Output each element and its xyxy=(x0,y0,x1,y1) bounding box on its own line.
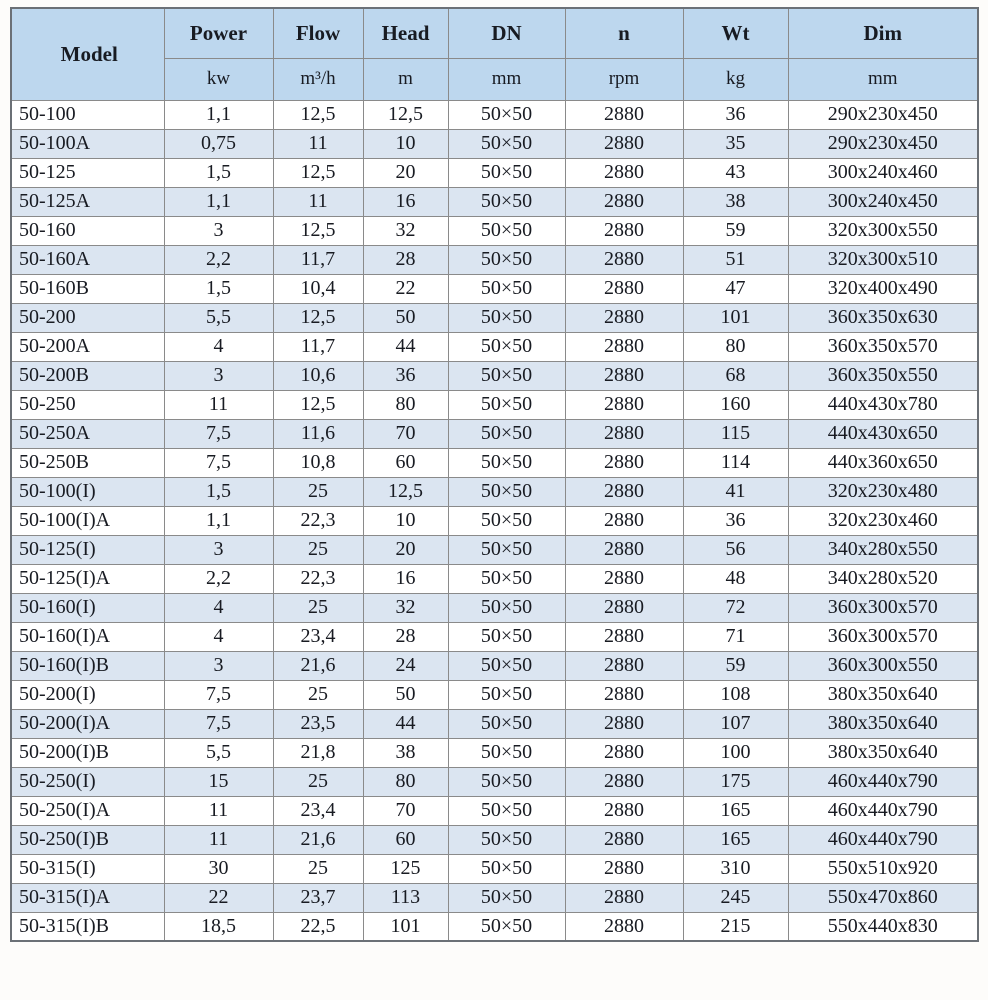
column-header-head: Head xyxy=(363,8,448,58)
table-cell: 2880 xyxy=(565,129,683,158)
table-body xyxy=(11,100,978,941)
table-cell: 2880 xyxy=(565,593,683,622)
table-cell: 550x510x920 xyxy=(788,854,978,883)
table-cell: 38 xyxy=(363,738,448,767)
table-cell: 440x430x650 xyxy=(788,419,978,448)
table-cell: 68 xyxy=(683,361,788,390)
table-cell: 101 xyxy=(683,303,788,332)
table-cell: 12,5 xyxy=(273,216,363,245)
table-cell: 2880 xyxy=(565,448,683,477)
table-cell: 7,5 xyxy=(164,419,273,448)
table-cell: 59 xyxy=(683,216,788,245)
table-cell: 2880 xyxy=(565,535,683,564)
table-cell: 290x230x450 xyxy=(788,100,978,129)
table-cell: 50×50 xyxy=(448,129,565,158)
table-cell: 160 xyxy=(683,390,788,419)
unit-power: kw xyxy=(164,58,273,100)
table-cell: 3 xyxy=(164,216,273,245)
table-cell: 38 xyxy=(683,187,788,216)
table-cell: 2880 xyxy=(565,216,683,245)
table-cell: 10,8 xyxy=(273,448,363,477)
table-cell: 50×50 xyxy=(448,709,565,738)
table-row xyxy=(11,158,978,187)
table-cell: 4 xyxy=(164,622,273,651)
model-cell: 50-200B xyxy=(11,361,164,390)
table-cell: 12,5 xyxy=(363,100,448,129)
table-row xyxy=(11,419,978,448)
column-header-n: n xyxy=(565,8,683,58)
model-cell: 50-100A xyxy=(11,129,164,158)
table-cell: 20 xyxy=(363,535,448,564)
table-cell: 360x300x550 xyxy=(788,651,978,680)
unit-n: rpm xyxy=(565,58,683,100)
table-cell: 300x240x460 xyxy=(788,158,978,187)
model-cell: 50-160(I)A xyxy=(11,622,164,651)
table-cell: 56 xyxy=(683,535,788,564)
table-row xyxy=(11,738,978,767)
table-cell: 2880 xyxy=(565,622,683,651)
table-cell: 165 xyxy=(683,825,788,854)
table-cell: 80 xyxy=(363,390,448,419)
table-cell: 11 xyxy=(164,796,273,825)
table-cell: 11 xyxy=(273,129,363,158)
table-cell: 11 xyxy=(164,825,273,854)
table-cell: 2880 xyxy=(565,274,683,303)
table-cell: 175 xyxy=(683,767,788,796)
table-cell: 125 xyxy=(363,854,448,883)
table-cell: 380x350x640 xyxy=(788,738,978,767)
table-cell: 165 xyxy=(683,796,788,825)
table-cell: 2,2 xyxy=(164,564,273,593)
table-cell: 2880 xyxy=(565,738,683,767)
table-cell: 113 xyxy=(363,883,448,912)
table-row xyxy=(11,622,978,651)
table-cell: 2880 xyxy=(565,332,683,361)
table-cell: 50×50 xyxy=(448,506,565,535)
table-cell: 25 xyxy=(273,535,363,564)
table-row xyxy=(11,448,978,477)
table-cell: 20 xyxy=(363,158,448,187)
table-cell: 24 xyxy=(363,651,448,680)
table-cell: 48 xyxy=(683,564,788,593)
table-cell: 50×50 xyxy=(448,535,565,564)
table-cell: 21,6 xyxy=(273,825,363,854)
table-cell: 21,6 xyxy=(273,651,363,680)
table-cell: 50×50 xyxy=(448,738,565,767)
table-cell: 50 xyxy=(363,303,448,332)
table-cell: 16 xyxy=(363,187,448,216)
table-cell: 10,4 xyxy=(273,274,363,303)
model-cell: 50-315(I)B xyxy=(11,912,164,941)
table-cell: 550x440x830 xyxy=(788,912,978,941)
table-cell: 360x350x550 xyxy=(788,361,978,390)
table-cell: 50×50 xyxy=(448,912,565,941)
table-cell: 28 xyxy=(363,245,448,274)
table-cell: 114 xyxy=(683,448,788,477)
table-row xyxy=(11,216,978,245)
table-cell: 50×50 xyxy=(448,622,565,651)
table-cell: 80 xyxy=(683,332,788,361)
table-cell: 1,1 xyxy=(164,506,273,535)
table-cell: 25 xyxy=(273,593,363,622)
table-cell: 380x350x640 xyxy=(788,709,978,738)
model-cell: 50-250B xyxy=(11,448,164,477)
table-row xyxy=(11,361,978,390)
table-cell: 72 xyxy=(683,593,788,622)
table-cell: 12,5 xyxy=(273,100,363,129)
table-cell: 320x400x490 xyxy=(788,274,978,303)
table-cell: 23,4 xyxy=(273,796,363,825)
unit-dn: mm xyxy=(448,58,565,100)
table-cell: 0,75 xyxy=(164,129,273,158)
model-cell: 50-250A xyxy=(11,419,164,448)
table-cell: 22,3 xyxy=(273,506,363,535)
unit-dim: mm xyxy=(788,58,978,100)
table-cell: 36 xyxy=(683,506,788,535)
table-cell: 440x430x780 xyxy=(788,390,978,419)
table-cell: 50×50 xyxy=(448,187,565,216)
table-cell: 2880 xyxy=(565,187,683,216)
table-cell: 50×50 xyxy=(448,303,565,332)
table-cell: 71 xyxy=(683,622,788,651)
table-cell: 2880 xyxy=(565,361,683,390)
model-cell: 50-250 xyxy=(11,390,164,419)
table-cell: 7,5 xyxy=(164,448,273,477)
column-header-flow: Flow xyxy=(273,8,363,58)
table-cell: 2880 xyxy=(565,245,683,274)
table-cell: 290x230x450 xyxy=(788,129,978,158)
table-cell: 50×50 xyxy=(448,361,565,390)
table-cell: 1,1 xyxy=(164,187,273,216)
table-cell: 47 xyxy=(683,274,788,303)
table-cell: 21,8 xyxy=(273,738,363,767)
table-cell: 12,5 xyxy=(273,303,363,332)
table-cell: 43 xyxy=(683,158,788,187)
table-cell: 28 xyxy=(363,622,448,651)
table-cell: 2880 xyxy=(565,883,683,912)
table-cell: 3 xyxy=(164,361,273,390)
unit-head: m xyxy=(363,58,448,100)
table-cell: 300x240x450 xyxy=(788,187,978,216)
table-cell: 2880 xyxy=(565,303,683,332)
table-row xyxy=(11,100,978,129)
table-cell: 1,1 xyxy=(164,100,273,129)
table-cell: 25 xyxy=(273,680,363,709)
table-cell: 2880 xyxy=(565,796,683,825)
table-cell: 460x440x790 xyxy=(788,796,978,825)
pump-spec-table-container xyxy=(10,7,979,942)
table-cell: 108 xyxy=(683,680,788,709)
table-cell: 22,3 xyxy=(273,564,363,593)
column-header-wt: Wt xyxy=(683,8,788,58)
table-cell: 60 xyxy=(363,448,448,477)
table-cell: 50×50 xyxy=(448,854,565,883)
model-cell: 50-250(I)B xyxy=(11,825,164,854)
table-cell: 460x440x790 xyxy=(788,825,978,854)
table-cell: 11,7 xyxy=(273,332,363,361)
table-cell: 25 xyxy=(273,477,363,506)
table-cell: 2880 xyxy=(565,709,683,738)
table-row xyxy=(11,593,978,622)
table-cell: 50×50 xyxy=(448,332,565,361)
table-row xyxy=(11,303,978,332)
table-cell: 32 xyxy=(363,593,448,622)
table-cell: 245 xyxy=(683,883,788,912)
model-cell: 50-160(I)B xyxy=(11,651,164,680)
table-cell: 25 xyxy=(273,854,363,883)
model-cell: 50-315(I)A xyxy=(11,883,164,912)
table-cell: 50×50 xyxy=(448,883,565,912)
table-cell: 11,7 xyxy=(273,245,363,274)
column-header-power: Power xyxy=(164,8,273,58)
model-cell: 50-125(I) xyxy=(11,535,164,564)
table-row xyxy=(11,854,978,883)
table-cell: 36 xyxy=(363,361,448,390)
table-cell: 50×50 xyxy=(448,158,565,187)
table-cell: 460x440x790 xyxy=(788,767,978,796)
model-cell: 50-125(I)A xyxy=(11,564,164,593)
table-cell: 3 xyxy=(164,535,273,564)
table-cell: 22 xyxy=(164,883,273,912)
table-row xyxy=(11,245,978,274)
model-cell: 50-315(I) xyxy=(11,854,164,883)
table-cell: 115 xyxy=(683,419,788,448)
table-cell: 22 xyxy=(363,274,448,303)
table-row xyxy=(11,187,978,216)
table-cell: 440x360x650 xyxy=(788,448,978,477)
header-label-row xyxy=(11,8,978,58)
pump-spec-table xyxy=(10,7,979,942)
model-cell: 50-125 xyxy=(11,158,164,187)
column-header-dim: Dim xyxy=(788,8,978,58)
model-cell: 50-100 xyxy=(11,100,164,129)
table-cell: 70 xyxy=(363,419,448,448)
table-cell: 340x280x550 xyxy=(788,535,978,564)
table-cell: 320x300x510 xyxy=(788,245,978,274)
table-cell: 50×50 xyxy=(448,825,565,854)
table-cell: 360x300x570 xyxy=(788,593,978,622)
table-cell: 320x300x550 xyxy=(788,216,978,245)
table-row xyxy=(11,564,978,593)
table-row xyxy=(11,709,978,738)
table-row xyxy=(11,506,978,535)
model-cell: 50-250(I)A xyxy=(11,796,164,825)
table-row xyxy=(11,129,978,158)
table-cell: 50×50 xyxy=(448,390,565,419)
table-cell: 23,5 xyxy=(273,709,363,738)
table-cell: 4 xyxy=(164,593,273,622)
table-cell: 11 xyxy=(273,187,363,216)
table-cell: 360x300x570 xyxy=(788,622,978,651)
table-cell: 50×50 xyxy=(448,477,565,506)
table-cell: 36 xyxy=(683,100,788,129)
model-cell: 50-200(I)B xyxy=(11,738,164,767)
table-row xyxy=(11,332,978,361)
table-cell: 12,5 xyxy=(273,390,363,419)
table-row xyxy=(11,883,978,912)
table-cell: 5,5 xyxy=(164,738,273,767)
table-row xyxy=(11,912,978,941)
table-cell: 3 xyxy=(164,651,273,680)
table-cell: 11,6 xyxy=(273,419,363,448)
table-cell: 2880 xyxy=(565,564,683,593)
column-header-model: Model xyxy=(11,8,164,100)
table-cell: 50×50 xyxy=(448,274,565,303)
table-cell: 2880 xyxy=(565,767,683,796)
model-cell: 50-160A xyxy=(11,245,164,274)
table-cell: 101 xyxy=(363,912,448,941)
table-cell: 320x230x460 xyxy=(788,506,978,535)
table-cell: 60 xyxy=(363,825,448,854)
table-cell: 80 xyxy=(363,767,448,796)
table-cell: 10 xyxy=(363,129,448,158)
table-cell: 2880 xyxy=(565,912,683,941)
table-cell: 2880 xyxy=(565,419,683,448)
table-cell: 2880 xyxy=(565,390,683,419)
table-row xyxy=(11,680,978,709)
column-header-dn: DN xyxy=(448,8,565,58)
table-cell: 4 xyxy=(164,332,273,361)
table-row xyxy=(11,767,978,796)
table-header xyxy=(11,8,978,100)
table-cell: 50×50 xyxy=(448,593,565,622)
table-cell: 50×50 xyxy=(448,651,565,680)
table-cell: 7,5 xyxy=(164,709,273,738)
table-cell: 1,5 xyxy=(164,158,273,187)
table-cell: 51 xyxy=(683,245,788,274)
table-cell: 50×50 xyxy=(448,796,565,825)
table-cell: 44 xyxy=(363,332,448,361)
table-cell: 50×50 xyxy=(448,100,565,129)
table-cell: 10,6 xyxy=(273,361,363,390)
table-cell: 50×50 xyxy=(448,767,565,796)
table-cell: 50×50 xyxy=(448,564,565,593)
model-cell: 50-160(I) xyxy=(11,593,164,622)
table-cell: 50×50 xyxy=(448,680,565,709)
table-cell: 2880 xyxy=(565,854,683,883)
table-cell: 22,5 xyxy=(273,912,363,941)
table-cell: 15 xyxy=(164,767,273,796)
table-cell: 70 xyxy=(363,796,448,825)
model-cell: 50-200(I)A xyxy=(11,709,164,738)
table-cell: 380x350x640 xyxy=(788,680,978,709)
table-cell: 25 xyxy=(273,767,363,796)
table-cell: 320x230x480 xyxy=(788,477,978,506)
table-cell: 35 xyxy=(683,129,788,158)
table-cell: 7,5 xyxy=(164,680,273,709)
table-cell: 32 xyxy=(363,216,448,245)
table-cell: 340x280x520 xyxy=(788,564,978,593)
table-row xyxy=(11,796,978,825)
table-cell: 12,5 xyxy=(363,477,448,506)
table-cell: 50 xyxy=(363,680,448,709)
table-row xyxy=(11,390,978,419)
table-cell: 5,5 xyxy=(164,303,273,332)
model-cell: 50-160B xyxy=(11,274,164,303)
table-cell: 50×50 xyxy=(448,216,565,245)
table-cell: 16 xyxy=(363,564,448,593)
table-cell: 10 xyxy=(363,506,448,535)
table-cell: 1,5 xyxy=(164,477,273,506)
table-cell: 41 xyxy=(683,477,788,506)
unit-flow: m³/h xyxy=(273,58,363,100)
table-cell: 50×50 xyxy=(448,448,565,477)
table-cell: 30 xyxy=(164,854,273,883)
table-cell: 550x470x860 xyxy=(788,883,978,912)
table-cell: 12,5 xyxy=(273,158,363,187)
table-cell: 2880 xyxy=(565,100,683,129)
model-cell: 50-250(I) xyxy=(11,767,164,796)
model-cell: 50-100(I) xyxy=(11,477,164,506)
table-cell: 2880 xyxy=(565,158,683,187)
table-cell: 2,2 xyxy=(164,245,273,274)
table-row xyxy=(11,274,978,303)
table-cell: 18,5 xyxy=(164,912,273,941)
model-cell: 50-200(I) xyxy=(11,680,164,709)
unit-wt: kg xyxy=(683,58,788,100)
table-cell: 23,4 xyxy=(273,622,363,651)
model-cell: 50-160 xyxy=(11,216,164,245)
model-cell: 50-200 xyxy=(11,303,164,332)
model-cell: 50-125A xyxy=(11,187,164,216)
table-cell: 215 xyxy=(683,912,788,941)
table-row xyxy=(11,535,978,564)
table-row xyxy=(11,477,978,506)
table-cell: 44 xyxy=(363,709,448,738)
table-cell: 50×50 xyxy=(448,419,565,448)
table-cell: 23,7 xyxy=(273,883,363,912)
table-cell: 310 xyxy=(683,854,788,883)
table-cell: 2880 xyxy=(565,825,683,854)
table-cell: 2880 xyxy=(565,477,683,506)
table-cell: 2880 xyxy=(565,506,683,535)
table-cell: 11 xyxy=(164,390,273,419)
table-cell: 1,5 xyxy=(164,274,273,303)
table-cell: 107 xyxy=(683,709,788,738)
table-cell: 2880 xyxy=(565,680,683,709)
table-cell: 360x350x570 xyxy=(788,332,978,361)
table-cell: 50×50 xyxy=(448,245,565,274)
table-cell: 100 xyxy=(683,738,788,767)
table-cell: 59 xyxy=(683,651,788,680)
table-cell: 2880 xyxy=(565,651,683,680)
table-row xyxy=(11,651,978,680)
table-row xyxy=(11,825,978,854)
model-cell: 50-100(I)A xyxy=(11,506,164,535)
table-cell: 360x350x630 xyxy=(788,303,978,332)
model-cell: 50-200A xyxy=(11,332,164,361)
